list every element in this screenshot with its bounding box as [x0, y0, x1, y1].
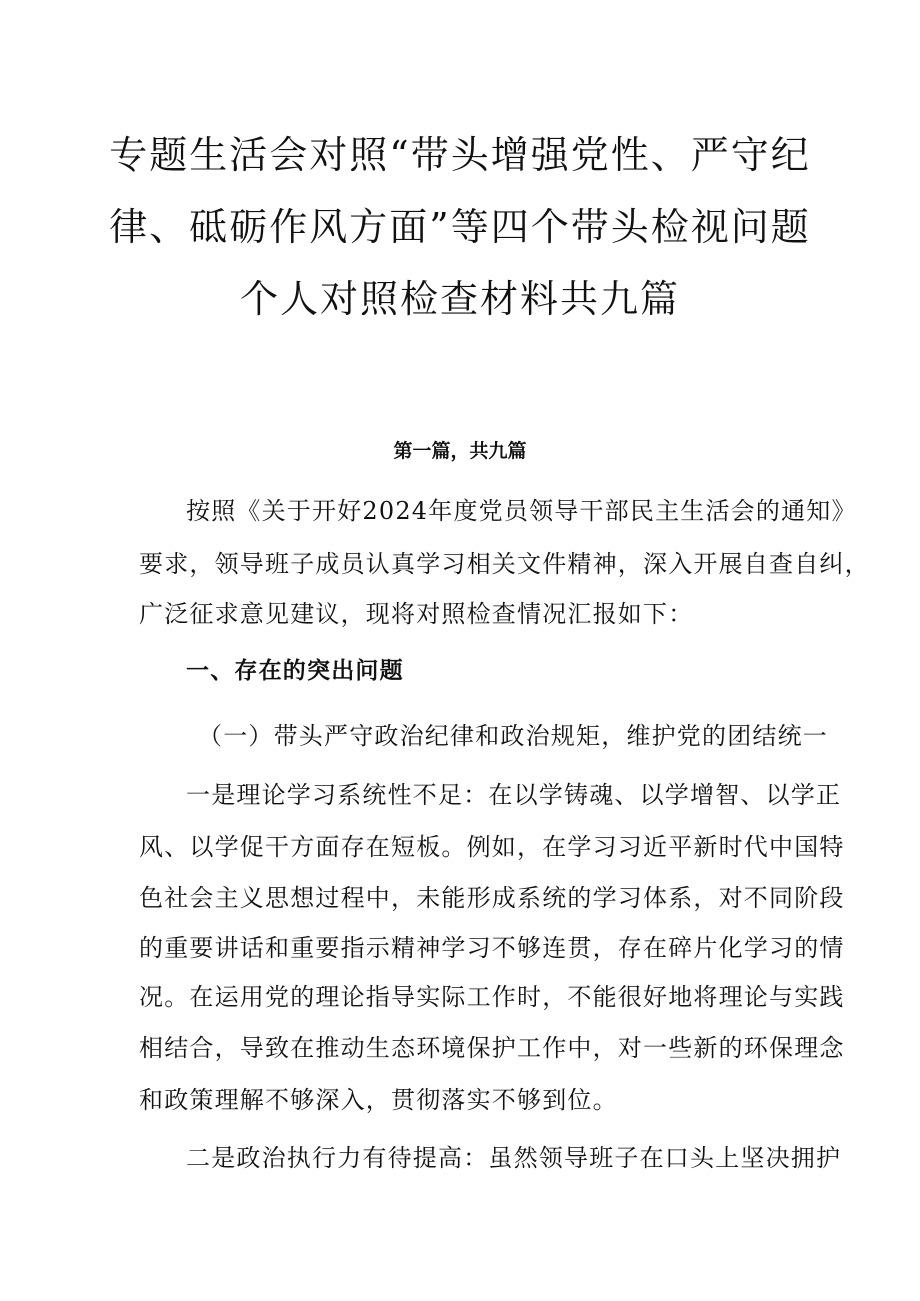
point-2-line-1: 二是政治执行力有待提高：虽然领导班子在口头上坚决拥护 [186, 1144, 842, 1172]
document-title-line-2: 律、砥砺作风方面”等四个带头检视问题 [109, 205, 811, 249]
subsection-heading: （一）带头严守政治纪律和政治规矩，维护党的团结统一 [198, 722, 828, 750]
point-1-line-4: 的重要讲话和重要指示精神学习不够连贯，存在碎片化学习的情 [139, 934, 845, 962]
intro-line-2: 要求，领导班子成员认真学习相关文件精神，深入开展自查自纠， [139, 550, 870, 578]
document-title-line-3: 个人对照检查材料共九篇 [239, 277, 680, 321]
point-1-line-1: 一是理论学习系统性不足：在以学铸魂、以学增智、以学正 [186, 781, 842, 809]
point-1-line-7: 和政策理解不够深入，贯彻落实不够到位。 [139, 1086, 618, 1114]
section-heading: 一、存在的突出问题 [186, 657, 404, 684]
document-title-line-1: 专题生活会对照“带头增强党性、严守纪 [109, 133, 811, 177]
point-1-line-5: 况。在运用党的理论指导实际工作时，不能很好地将理论与实践 [139, 983, 845, 1011]
intro-line-3: 广泛征求意见建议，现将对照检查情况汇报如下： [139, 600, 694, 628]
point-1-line-6: 相结合，导致在推动生态环境保护工作中，对一些新的环保理念 [139, 1034, 845, 1062]
point-1-line-2: 风、以学促干方面存在短板。例如，在学习习近平新时代中国特 [139, 833, 845, 861]
intro-line-1: 按照《关于开好2024年度党员领导干部民主生活会的通知》 [186, 497, 857, 525]
point-1-line-3: 色社会主义思想过程中，未能形成系统的学习体系，对不同阶段 [139, 884, 845, 912]
chapter-subtitle: 第一篇，共九篇 [393, 440, 527, 462]
